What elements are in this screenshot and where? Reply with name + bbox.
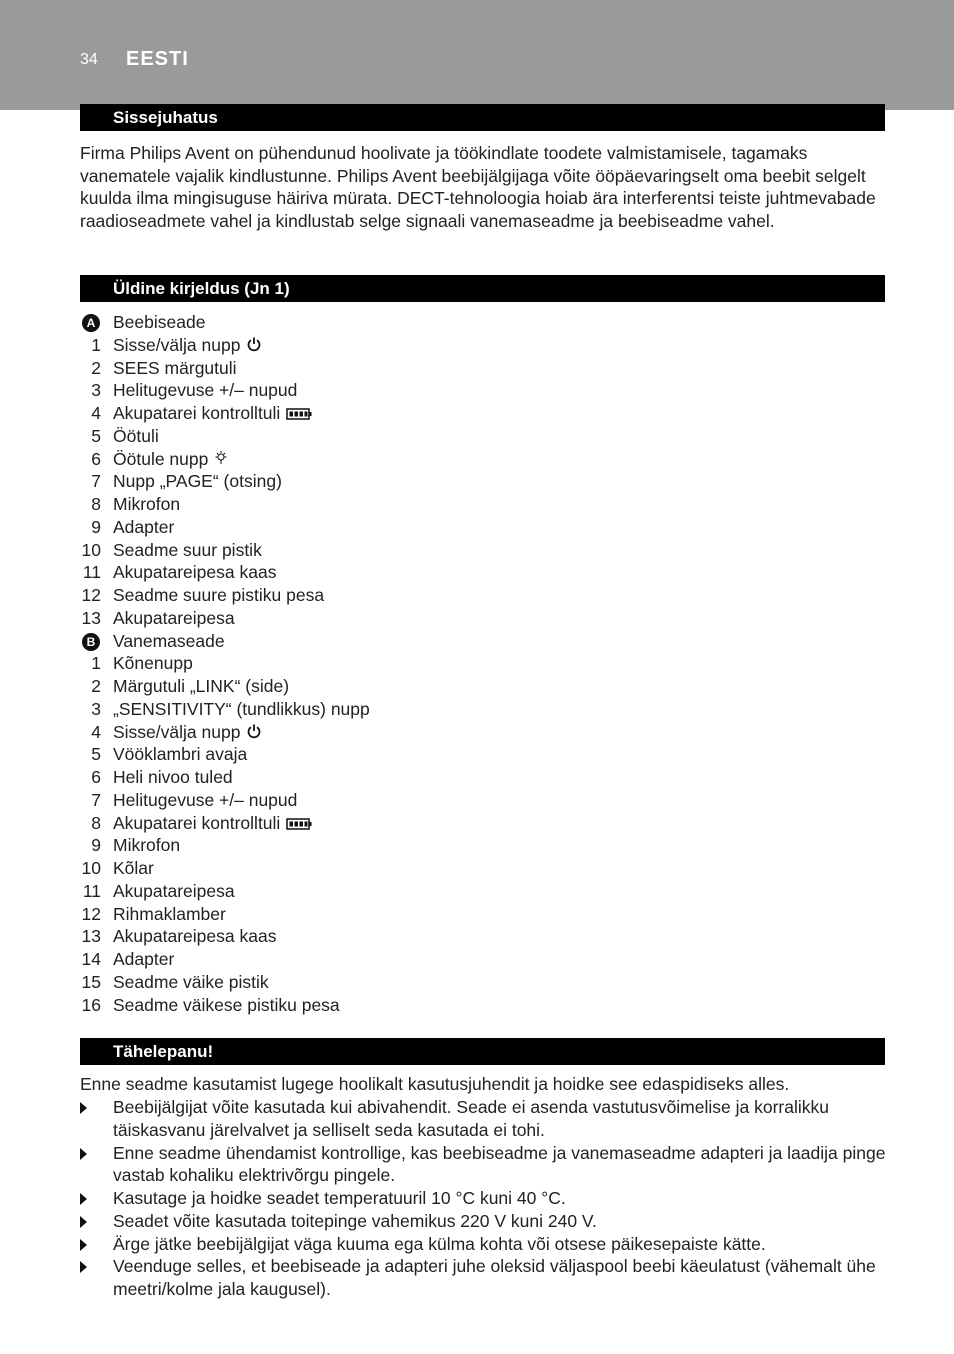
item-label: Akupatareipesa xyxy=(113,880,235,901)
bullet-text: Seadet võite kasutada toitepinge vahemikus 220 V kuni 240 V. xyxy=(113,1210,597,1231)
battery-icon xyxy=(286,813,312,836)
nightlight-icon xyxy=(214,449,228,472)
attention-intro: Enne seadme kasutamist lugege hoolikalt kasutusjuhendit ja hoidke see edaspidiseks alles. xyxy=(80,1074,790,1094)
item-label: SEES märgutuli xyxy=(113,357,237,378)
bullet-arrow-icon xyxy=(80,1216,87,1228)
power-icon xyxy=(246,722,262,745)
bullet-text: Enne seadme ühendamist kontrollige, kas beebiseadme ja vanemaseadme adapteri ja laadija pinge vastab kohaliku elektrivõrgu pingele. xyxy=(113,1142,886,1186)
item-label: Seadme suur pistik xyxy=(113,539,262,560)
item-number: 4 xyxy=(91,721,101,742)
list-item xyxy=(80,448,890,471)
list-item xyxy=(80,857,890,880)
bullet-text: Ärge jätke beebijälgijat väga kuuma ega külma kohta või otsese päikesepaiste kätte. xyxy=(113,1233,766,1254)
bullet-arrow-icon xyxy=(80,1148,87,1160)
list-item xyxy=(80,539,890,562)
item-number: 5 xyxy=(91,744,101,765)
item-number: 8 xyxy=(91,494,101,514)
list-item xyxy=(80,834,890,857)
list-item xyxy=(80,948,890,971)
item-number: 6 xyxy=(91,448,101,469)
battery-icon xyxy=(286,403,312,426)
intro-paragraph: Firma Philips Avent on pühendunud hoolivate ja töökindlate toodete valmistamisele, tagamaks vanematele vajalik kindlustunne. Philips Avent beebijälgijaga võite ööpäevaringselt oma beebit selgelt kuulda ilma mingisuguse häiriva mürata. DECT-tehnoloogia hoiab ära interferentsi teiste juhtmevabade raadioseadmete vahel ja kindlustab selge signaali vanemaseadme ja beebiseadme vahel. xyxy=(80,143,876,231)
list-item xyxy=(80,334,890,357)
bullet-arrow-icon xyxy=(80,1193,87,1205)
list-item xyxy=(80,880,890,903)
bullet-arrow-icon xyxy=(80,1239,87,1251)
item-number: 3 xyxy=(91,698,101,719)
item-number: 9 xyxy=(91,516,101,537)
bullet-text: Veenduge selles, et beebiseade ja adapteri juhe oleksid väljaspool beebi käeulatust (vähemalt ühe meetri/kolme jala kaugusel). xyxy=(113,1256,876,1299)
language-title: EESTI xyxy=(126,48,189,70)
parts-list xyxy=(80,311,890,1016)
list-item xyxy=(80,971,890,994)
list-item xyxy=(80,425,890,448)
list-item xyxy=(80,652,890,675)
page-header xyxy=(0,0,954,110)
item-number: 10 xyxy=(81,539,101,560)
section-heading-intro: Sissejuhatus xyxy=(80,104,885,131)
section-heading-attention: Tähelepanu! xyxy=(80,1038,885,1065)
item-number: 8 xyxy=(91,812,101,833)
item-label: Mikrofon xyxy=(113,494,181,514)
item-number: 10 xyxy=(81,858,101,878)
list-item xyxy=(80,812,890,835)
item-number: 14 xyxy=(81,949,101,969)
list-item xyxy=(80,994,890,1017)
bullet-item xyxy=(80,1142,890,1188)
item-number: 11 xyxy=(82,880,101,901)
item-label: Sisse/välja nupp xyxy=(113,334,241,355)
item-number: 9 xyxy=(91,835,101,856)
item-label: Adapter xyxy=(113,516,175,537)
item-label: Seadme suure pistiku pesa xyxy=(113,585,325,605)
item-number: 2 xyxy=(91,357,101,378)
list-item xyxy=(80,357,890,380)
bullet-item xyxy=(80,1187,890,1210)
list-item xyxy=(80,903,890,926)
list-item xyxy=(80,561,890,584)
item-label: Akupatareipesa kaas xyxy=(113,562,277,583)
item-number: 2 xyxy=(91,676,101,696)
list-item xyxy=(80,789,890,812)
list-item xyxy=(80,607,890,630)
badge-a: A xyxy=(82,314,100,332)
power-icon xyxy=(246,335,262,358)
list-item xyxy=(80,743,890,766)
group-heading-baby-unit xyxy=(80,311,890,334)
list-item xyxy=(80,516,890,539)
item-label: Akupatareipesa xyxy=(113,607,235,628)
bullet-item xyxy=(80,1210,890,1233)
bullet-arrow-icon xyxy=(80,1102,87,1114)
bullet-item xyxy=(80,1255,890,1301)
bullet-text: Beebijälgijat võite kasutada kui abivahendit. Seade ei asenda vastutusvõimelise ja korralikku täiskasvanu järelvalvet ja selliselt seda kasutada ei tohi. xyxy=(113,1097,829,1140)
item-label: Akupatarei kontrolltuli xyxy=(113,403,281,423)
list-item xyxy=(80,493,890,516)
group-title: Beebiseade xyxy=(113,312,206,332)
section-heading-general: Üldine kirjeldus (Jn 1) xyxy=(80,275,885,302)
bullet-item xyxy=(80,1233,890,1256)
bullet-text: Kasutage ja hoidke seadet temperatuuril 10 °C kuni 40 °C. xyxy=(113,1188,566,1208)
item-label: Rihmaklamber xyxy=(113,903,226,924)
list-item xyxy=(80,721,890,744)
item-number: 7 xyxy=(91,789,101,810)
item-number: 7 xyxy=(91,471,101,492)
item-label: Helitugevuse +/– nupud xyxy=(113,380,298,401)
item-number: 3 xyxy=(91,380,101,401)
list-item xyxy=(80,402,890,425)
item-number: 15 xyxy=(81,971,101,992)
list-item xyxy=(80,584,890,607)
item-label: Seadme väikese pistiku pesa xyxy=(113,994,340,1015)
list-item xyxy=(80,766,890,789)
item-number: 1 xyxy=(91,653,101,674)
item-number: 11 xyxy=(82,562,101,583)
item-label: Akupatareipesa kaas xyxy=(113,926,277,947)
item-number: 16 xyxy=(81,994,101,1015)
item-number: 5 xyxy=(91,425,101,446)
item-number: 12 xyxy=(81,585,101,605)
item-label: Helitugevuse +/– nupud xyxy=(113,789,298,810)
list-item xyxy=(80,925,890,948)
item-label: Kõlar xyxy=(113,858,154,878)
item-label: Kõnenupp xyxy=(113,653,193,674)
item-label: Akupatarei kontrolltuli xyxy=(113,812,281,833)
group-heading-parent-unit xyxy=(80,630,890,653)
item-number: 12 xyxy=(81,903,101,924)
list-item xyxy=(80,698,890,721)
item-label: Sisse/välja nupp xyxy=(113,721,241,742)
item-label: Mikrofon xyxy=(113,835,181,856)
item-label: Nupp „PAGE“ (otsing) xyxy=(113,471,282,492)
item-number: 13 xyxy=(81,607,101,628)
badge-b: B xyxy=(82,633,100,651)
group-title: Vanemaseade xyxy=(113,630,225,651)
item-label: Seadme väike pistik xyxy=(113,971,269,992)
item-label: Heli nivoo tuled xyxy=(113,767,233,787)
item-label: Märgutuli „LINK“ (side) xyxy=(113,676,290,696)
item-label: Adapter xyxy=(113,949,175,969)
item-number: 4 xyxy=(91,403,101,423)
item-number: 1 xyxy=(91,334,101,355)
list-item xyxy=(80,675,890,698)
item-label: Öötuli xyxy=(113,425,159,446)
list-item xyxy=(80,379,890,402)
list-item xyxy=(80,470,890,493)
item-label: Vööklambri avaja xyxy=(113,744,248,765)
item-label: Öötule nupp xyxy=(113,448,209,469)
bullet-arrow-icon xyxy=(80,1261,87,1273)
item-number: 6 xyxy=(91,767,101,787)
attention-bullets xyxy=(80,1096,890,1301)
item-label: „SENSITIVITY“ (tundlikkus) nupp xyxy=(113,698,370,719)
item-number: 13 xyxy=(81,926,101,947)
page-number: 34 xyxy=(80,51,98,68)
bullet-item xyxy=(80,1096,890,1142)
